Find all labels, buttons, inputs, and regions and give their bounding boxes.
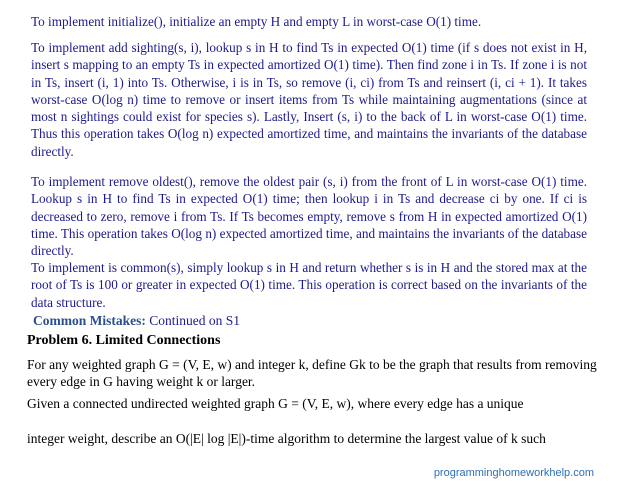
solution-remove-oldest-paragraph: To implement remove oldest(), remove the oldest pair (s, i) from the front of L in worst-case O(1) time. Lookup s in H to find Ts in expected O(1) time; then lookup i in Ts and decrease ci by one. If ci is decreased to zero, remove i from Ts. If Ts becomes empty, remove s from H in expected amortized O(1) time. This operation takes O(log n) expected amortized time, and maintains the invariants of the database directly. bbox=[31, 174, 587, 259]
solution-add-sighting-paragraph: To implement add sighting(s, i), lookup s in H to find Ts in expected O(1) time (if s does not exist in H, insert s mapping to an empty Ts in expected amortized O(1) time). Then find zone i in Ts. If zone i is not in Ts, insert (i, 1) into Ts. Otherwise, i is in Ts, so remove (i, ci) from Ts and reinsert (i, ci + 1). It takes worst-case O(log n) time to remove or insert items from Ts while maintaining augmentations (since at most n sightings could exist for species s). Lastly, Insert (s, i) to the back of L in worst-case O(1) time. Thus this operation takes O(log n) expected amortized time, and maintains the invariants of the database directly. bbox=[31, 40, 587, 159]
common-mistakes-label: Common Mistakes: bbox=[33, 313, 146, 328]
problem-title: Problem 6. Limited Connections bbox=[27, 333, 221, 348]
problem-statement-line-1: Given a connected undirected weighted graph G = (V, E, w), where every edge has a unique bbox=[27, 396, 524, 411]
problem-statement-line-2: integer weight, describe an O(|E| log |E|)-time algorithm to determine the largest value of k such bbox=[27, 431, 546, 446]
common-mistakes-note bbox=[33, 313, 240, 329]
problem-definition-paragraph: For any weighted graph G = (V, E, w) and integer k, define Gk to be the graph that results from removing every edge in G having weight k or larger. bbox=[27, 357, 597, 389]
solution-is-common-paragraph: To implement is common(s), simply lookup s in H and return whether s is in H and the stored max at the root of Ts is 100 or greater in expected O(1) time. This operation is correct based on the invariants of the data structure. bbox=[31, 260, 587, 310]
common-mistakes-text: Continued on S1 bbox=[149, 313, 241, 328]
solution-initialize-paragraph: To implement initialize(), initialize an empty H and empty L in worst-case O(1) time. bbox=[31, 14, 482, 29]
site-watermark: programminghomeworkhelp.com bbox=[433, 467, 594, 479]
